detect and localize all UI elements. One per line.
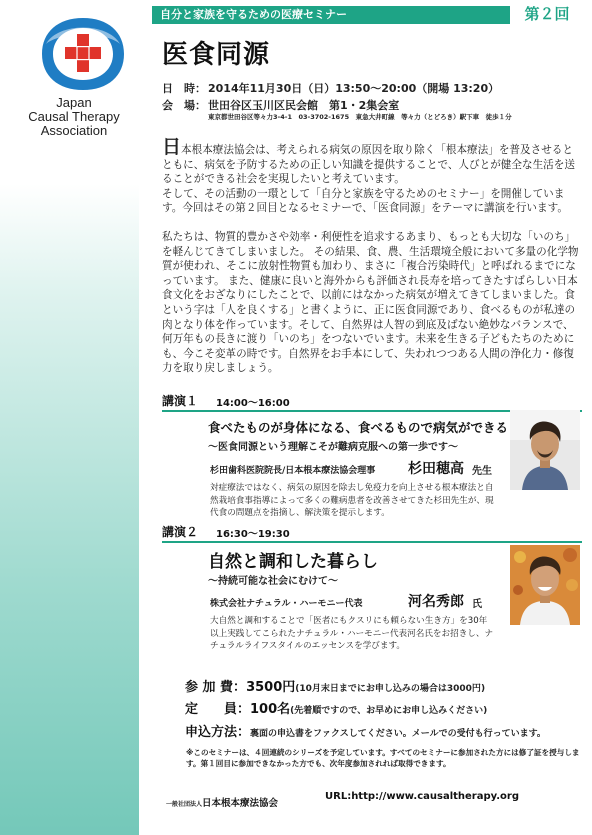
lecture-2-subtitle: ～持続可能な社会にむけて～ bbox=[208, 576, 338, 587]
round-badge: 第２回 bbox=[510, 2, 584, 26]
page-title: 医食同源 bbox=[162, 40, 271, 70]
fee-note: (10月末日までにお申し込みの場合は3000円) bbox=[295, 684, 486, 694]
lecture-1-number: 講演１ bbox=[162, 394, 199, 408]
lecture-1-header bbox=[162, 392, 582, 412]
apply-label: 申込方法： bbox=[185, 725, 251, 740]
date-row bbox=[162, 80, 499, 96]
date-value: 2014年11月30日（日）13:50～20:00（開場 13:20） bbox=[208, 82, 500, 95]
lecture-2-number: 講演２ bbox=[162, 525, 199, 539]
apply-row bbox=[185, 721, 546, 740]
association-logo-text bbox=[16, 96, 132, 138]
capacity-label: 定 員： bbox=[185, 702, 251, 717]
intro-text bbox=[162, 136, 582, 376]
venue-address: 東京都世田谷区等々力3-4-1 03-3702-1675 東急大井町線 等々力（とどろき）駅下車 徒歩１分 bbox=[208, 113, 512, 121]
lecture-1-speaker: 杉田穂高 bbox=[408, 461, 464, 477]
venue-label: 会 場： bbox=[162, 99, 206, 112]
venue-row bbox=[162, 97, 399, 113]
lecture-1-time: 14:00～16:00 bbox=[216, 398, 290, 409]
lecture-2-time: 16:30～19:30 bbox=[216, 529, 290, 540]
capacity-value: 100名 bbox=[250, 702, 291, 717]
series-note: ※このセミナーは、４回連続のシリーズを予定しています。すべてのセミナーに参加された方には修了証を授与します。第１回目に参加できなかった方でも、次年度参加されれば取得できます。 bbox=[186, 748, 580, 768]
intro-paragraph-1 bbox=[162, 136, 582, 187]
lecture-2-title: 自然と調和した暮らし bbox=[208, 552, 378, 572]
fee-label: 参 加 費： bbox=[185, 680, 247, 695]
logo-line-2: Causal Therapy bbox=[28, 109, 120, 124]
fee-value: 3500円 bbox=[246, 680, 296, 695]
lecture-2-honorific: 氏 bbox=[472, 599, 482, 610]
intro-paragraph-2: そして、その活動の一環として「自分と家族を守るためのセミナー」を開催しています。今回はその第２回目となるセミナーで、「医食同源」をテーマに講演を行います。 bbox=[162, 187, 568, 215]
intro-paragraph-3: 私たちは、物質的豊かさや効率・利便性を追求するあまり、もっとも大切な「いのち」を軽んじてきてしまいました。 その結果、食、農、生活環境全般において多量の化学物質が使われ、そこに放射性物質も加わり、まさに「複合汚染時代」と呼ばれるまでになっています。 また、健康に良いと海外からも評価され長寿を培ってきたすばらしい日本食文化をおざなりにしたことで、以前にはなかった病気が増えてきてしまいました。食という字は「人を良くする」と書くように、正に医食同源であり、食べるものが私達の肉となり体を作っています。そして、自然界は人智の到底及ばない絶妙なバランスで、何万年もの長きに渡り「いのち」をつないでいます。未来を生きる子どもたちのためにも、今こそ変革の時です。自然界をお手本にして、失われつつある人間の浄化力・修復力を取り戻しましょう。 bbox=[162, 230, 579, 375]
lecture-2-affiliation: 株式会社ナチュラル・ハーモニー代表 bbox=[210, 599, 363, 609]
intro-paragraph-1-text: 本根本療法協会は、考えられる病気の原因を取り除く「根本療法」を普及させるとともに、病気を予防するための正しい知識を提供することで、人びとが健全な生活を送ることができる社会を実現したいと考えています。 bbox=[162, 144, 575, 186]
lecture-1-description: 対症療法ではなく、病気の原因を除去し免疫力を向上させる根本療法と自然栽培食事指導によって多くの難病患者を改善させてきた杉田先生が、現代食の問題点を指摘し、解決策を提示します。 bbox=[210, 483, 494, 518]
association-logo-icon bbox=[38, 14, 128, 94]
lecture-1-honorific: 先生 bbox=[472, 466, 492, 477]
lecture-1-affiliation: 杉田歯科医院院長/日本根本療法協会理事 bbox=[210, 466, 376, 476]
logo-line-3: Association bbox=[40, 123, 108, 138]
intro-dropcap: 日 bbox=[162, 136, 182, 158]
fee-row bbox=[185, 676, 485, 695]
lecture-1-title: 食べたものが身体になる、食べるもので病気ができる bbox=[208, 420, 509, 435]
lecture-1-subtitle: ～医食同源という理解こそが難病克服への第一歩です～ bbox=[208, 442, 458, 453]
footer-url[interactable]: URL:http://www.causaltherapy.org bbox=[325, 791, 520, 802]
lecture-2-speaker: 河名秀郎 bbox=[408, 594, 464, 610]
lecture-2-header bbox=[162, 523, 582, 543]
lecture-2-description: 大自然と調和することで「医者にもクスリにも頼らない生き方」を30年以上実践してこられたナチュラル・ハーモニー代表河名氏をお招きし、ナチュラルライフスタイルのエッセンスを学びます。 bbox=[210, 616, 494, 651]
venue-value: 世田谷区玉川区民会館 第1・2集会室 bbox=[208, 99, 400, 112]
series-label: 自分と家族を守るための医療セミナー bbox=[160, 8, 347, 21]
logo-line-1: Japan bbox=[56, 95, 92, 110]
footer-org-name: 日本根本療法協会 bbox=[202, 798, 279, 809]
speaker-2-photo bbox=[510, 545, 580, 625]
apply-value: 裏面の申込書をファクスしてください。メールでの受付も行っています。 bbox=[250, 729, 546, 739]
capacity-note: (先着順ですので、お早めにお申し込みください) bbox=[290, 706, 488, 716]
footer-org-prefix: 一般社団法人 bbox=[166, 801, 203, 808]
footer-organization bbox=[166, 791, 278, 810]
speaker-1-photo bbox=[510, 410, 580, 490]
date-label: 日 時： bbox=[162, 82, 206, 95]
capacity-row bbox=[185, 698, 487, 717]
